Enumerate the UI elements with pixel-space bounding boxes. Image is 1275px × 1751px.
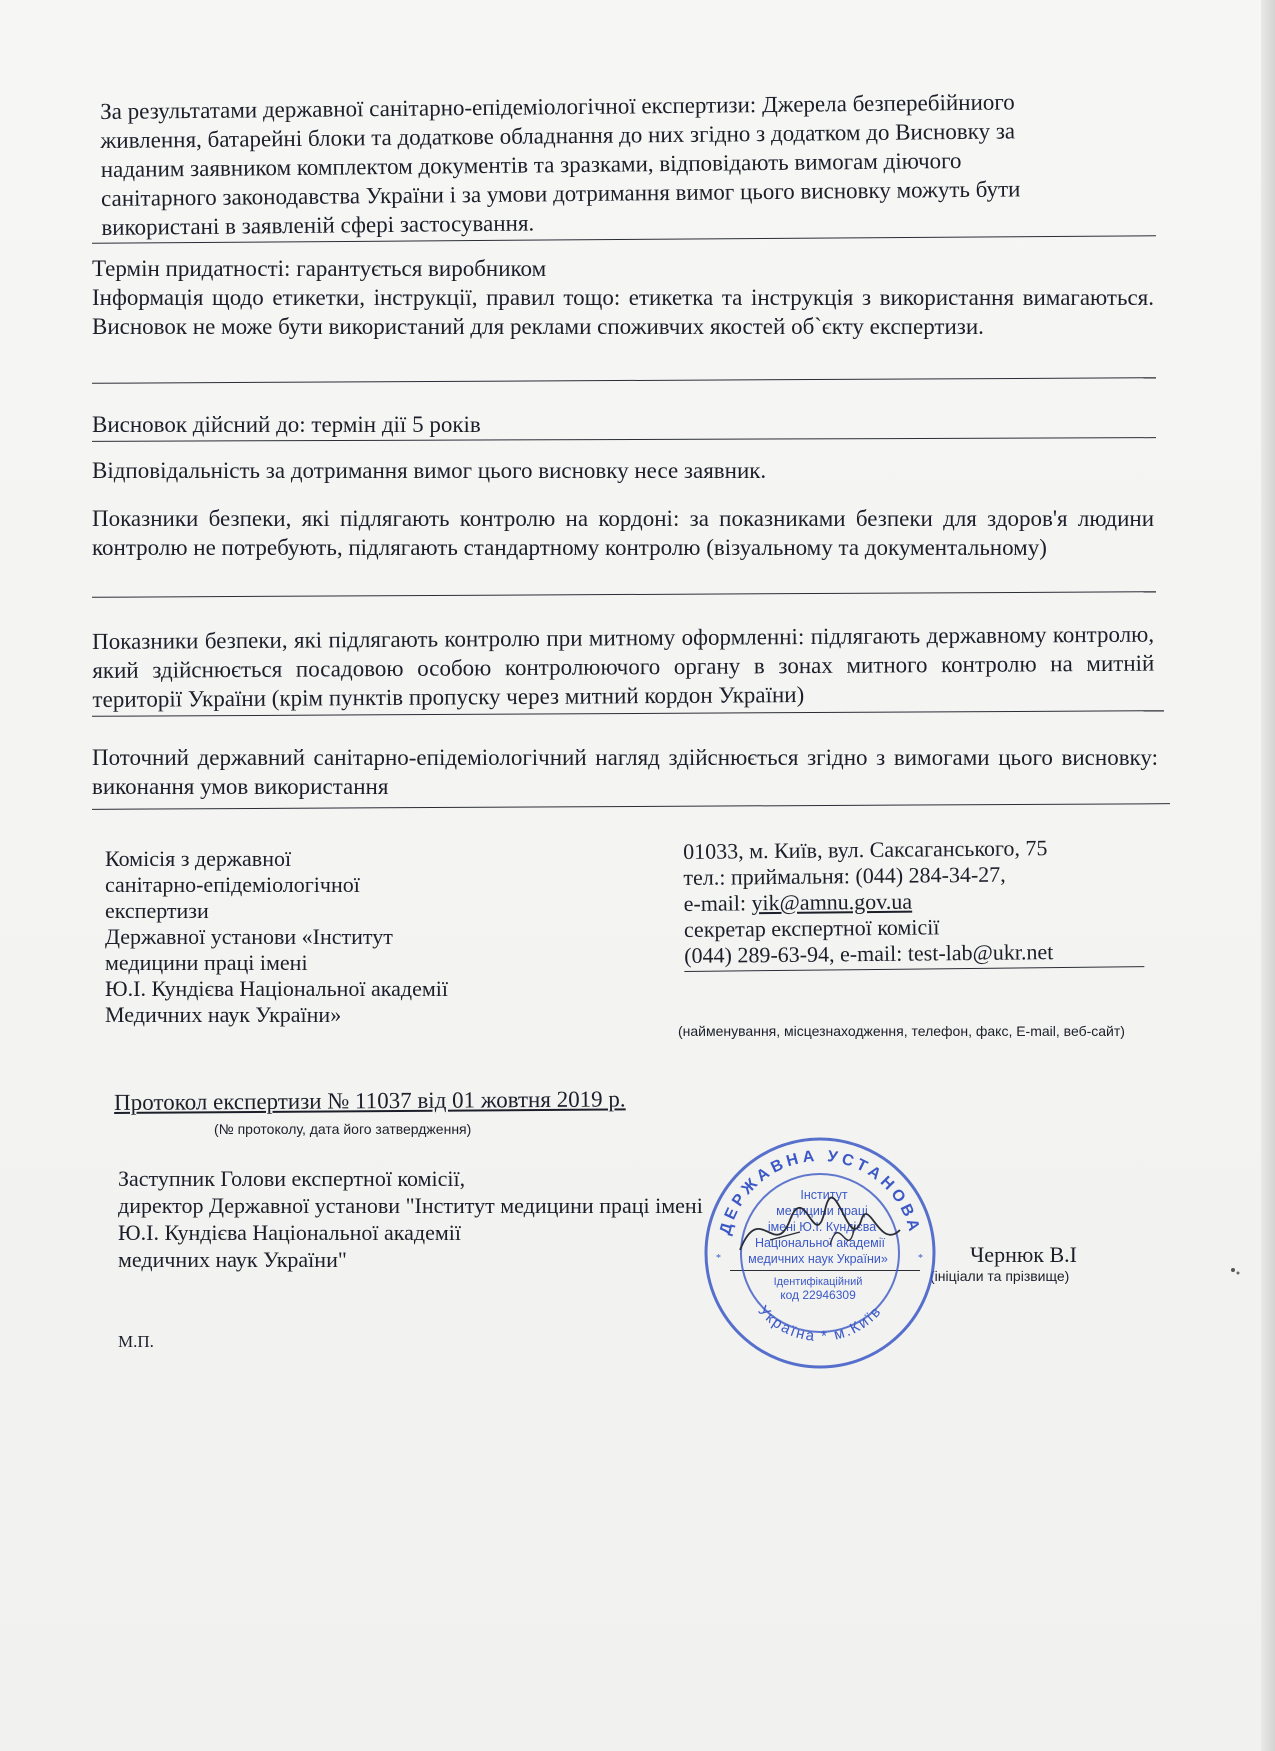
signatory-caption: (ініціали та прізвище) [930,1268,1070,1284]
customs-block: Показники безпеки, які підлягають контролю при митному оформленні: підлягають державному контролю, який здійснюється посадовою особою контролюючого органу в зонах митного контролю на митній території України (крім пунктів пропуску через митний кордон України) [92,621,1155,712]
handwritten-signature [730,1190,910,1270]
supervision-block: Поточний державний санітарно-епідеміологічний нагляд здійснюється згідно з вимогами цього висновку: виконання умов використання [92,745,1158,799]
email-link[interactable]: yik@amnu.gov.ua [751,888,913,916]
divider [92,591,1156,598]
border-control-block: Показники безпеки, які підлягають контролю на кордоні: за показниками безпеки для здоров'я людини контролю не потребують, підлягають стандартному контролю (візуальному та документальному) [92,506,1154,560]
svg-text:ДЕРЖАВНА УСТАНОВА: ДЕРЖАВНА УСТАНОВА [716,1147,924,1237]
svg-text:медичних наук України»: медичних наук України» [748,1252,888,1266]
svg-text:*: * [918,1253,923,1264]
divider [92,377,1156,384]
svg-text:Ідентифікаційний: Ідентифікаційний [773,1276,863,1288]
svg-text:Національної академії: Національної академії [754,1236,886,1250]
responsibility: Відповідальність за дотримання вимог цього висновку несе заявник. [92,458,767,483]
commission-name: Комісія з державної санітарно-епідеміологічної експертизи Державної установи «Інститут медицини праці імені Ю.І. Кундієва Національної академії Медичних наук України» [105,846,448,1027]
contacts: 01033, м. Київ, вул. Саксаганського, 75 тел.: приймальня: (044) 284-34-27, e-mail: yik@amnu.gov.ua секретар експертної комісії (044) 289-63-94, e-mail: test-lab@ukr.net [683,834,1144,972]
svg-text:Інститут: Інститут [800,1188,848,1202]
svg-text:медицини праці: медицини праці [776,1204,868,1218]
valid-until: Висновок дійсний до: термін дії 5 років [92,412,481,437]
signatory-name: Чернюк В.І [970,1242,1077,1267]
shelf-life-block: Термін придатності: гарантується виробником Інформація щодо етикетки, інструкції, правил тощо: етикетка та інструкція з використання вимагаються. Висновок не може бути використаний для реклами споживчих якостей об`єкту експертизи. [92,256,1154,339]
signatory-title: Заступник Голови експертної комісії, директор Державної установи "Інститут медицини праці імені Ю.І. Кундієва Національної академії медичних наук України" [118,1166,703,1272]
svg-text:*: * [716,1253,721,1264]
divider [92,803,1170,810]
svg-text:код 22946309: код 22946309 [780,1288,856,1302]
page-edge [1261,0,1275,1751]
protocol-line: Протокол експертизи № 11037 від 01 жовтня 2019 р. [114,1086,626,1115]
email-line: e-mail: yik@amnu.gov.ua [683,888,913,916]
conclusion-paragraph: За результатами державної санітарно-епідеміологічної експертизи: Джерела безперебійниого живлення, батарейні блоки та додаткове обладнання до них згідно з додатком до Висновку за наданим заявником комплектом документів та зразками, відповідають вимогам діючого санітарного законодавства України і за умови дотримання вимог цього висновку можуть бути використані в заявленій сфері застосування. [100,89,1021,240]
svg-text:імені Ю.І. Кундієва: імені Ю.І. Кундієва [767,1220,877,1234]
contacts-caption: (найменування, місцезнаходження, телефон, факс, E-mail, веб-сайт) [678,1023,1125,1039]
protocol-caption: (№ протоколу, дата його затвердження) [214,1121,472,1137]
paper-speck [1225,1260,1247,1282]
seal-place: М.П. [118,1332,154,1351]
svg-text:Україна * м.Київ: Україна * м.Київ [754,1302,886,1346]
secretary-contacts-line: (044) 289-63-94, e-mail: test-lab@ukr.net [684,938,1144,972]
